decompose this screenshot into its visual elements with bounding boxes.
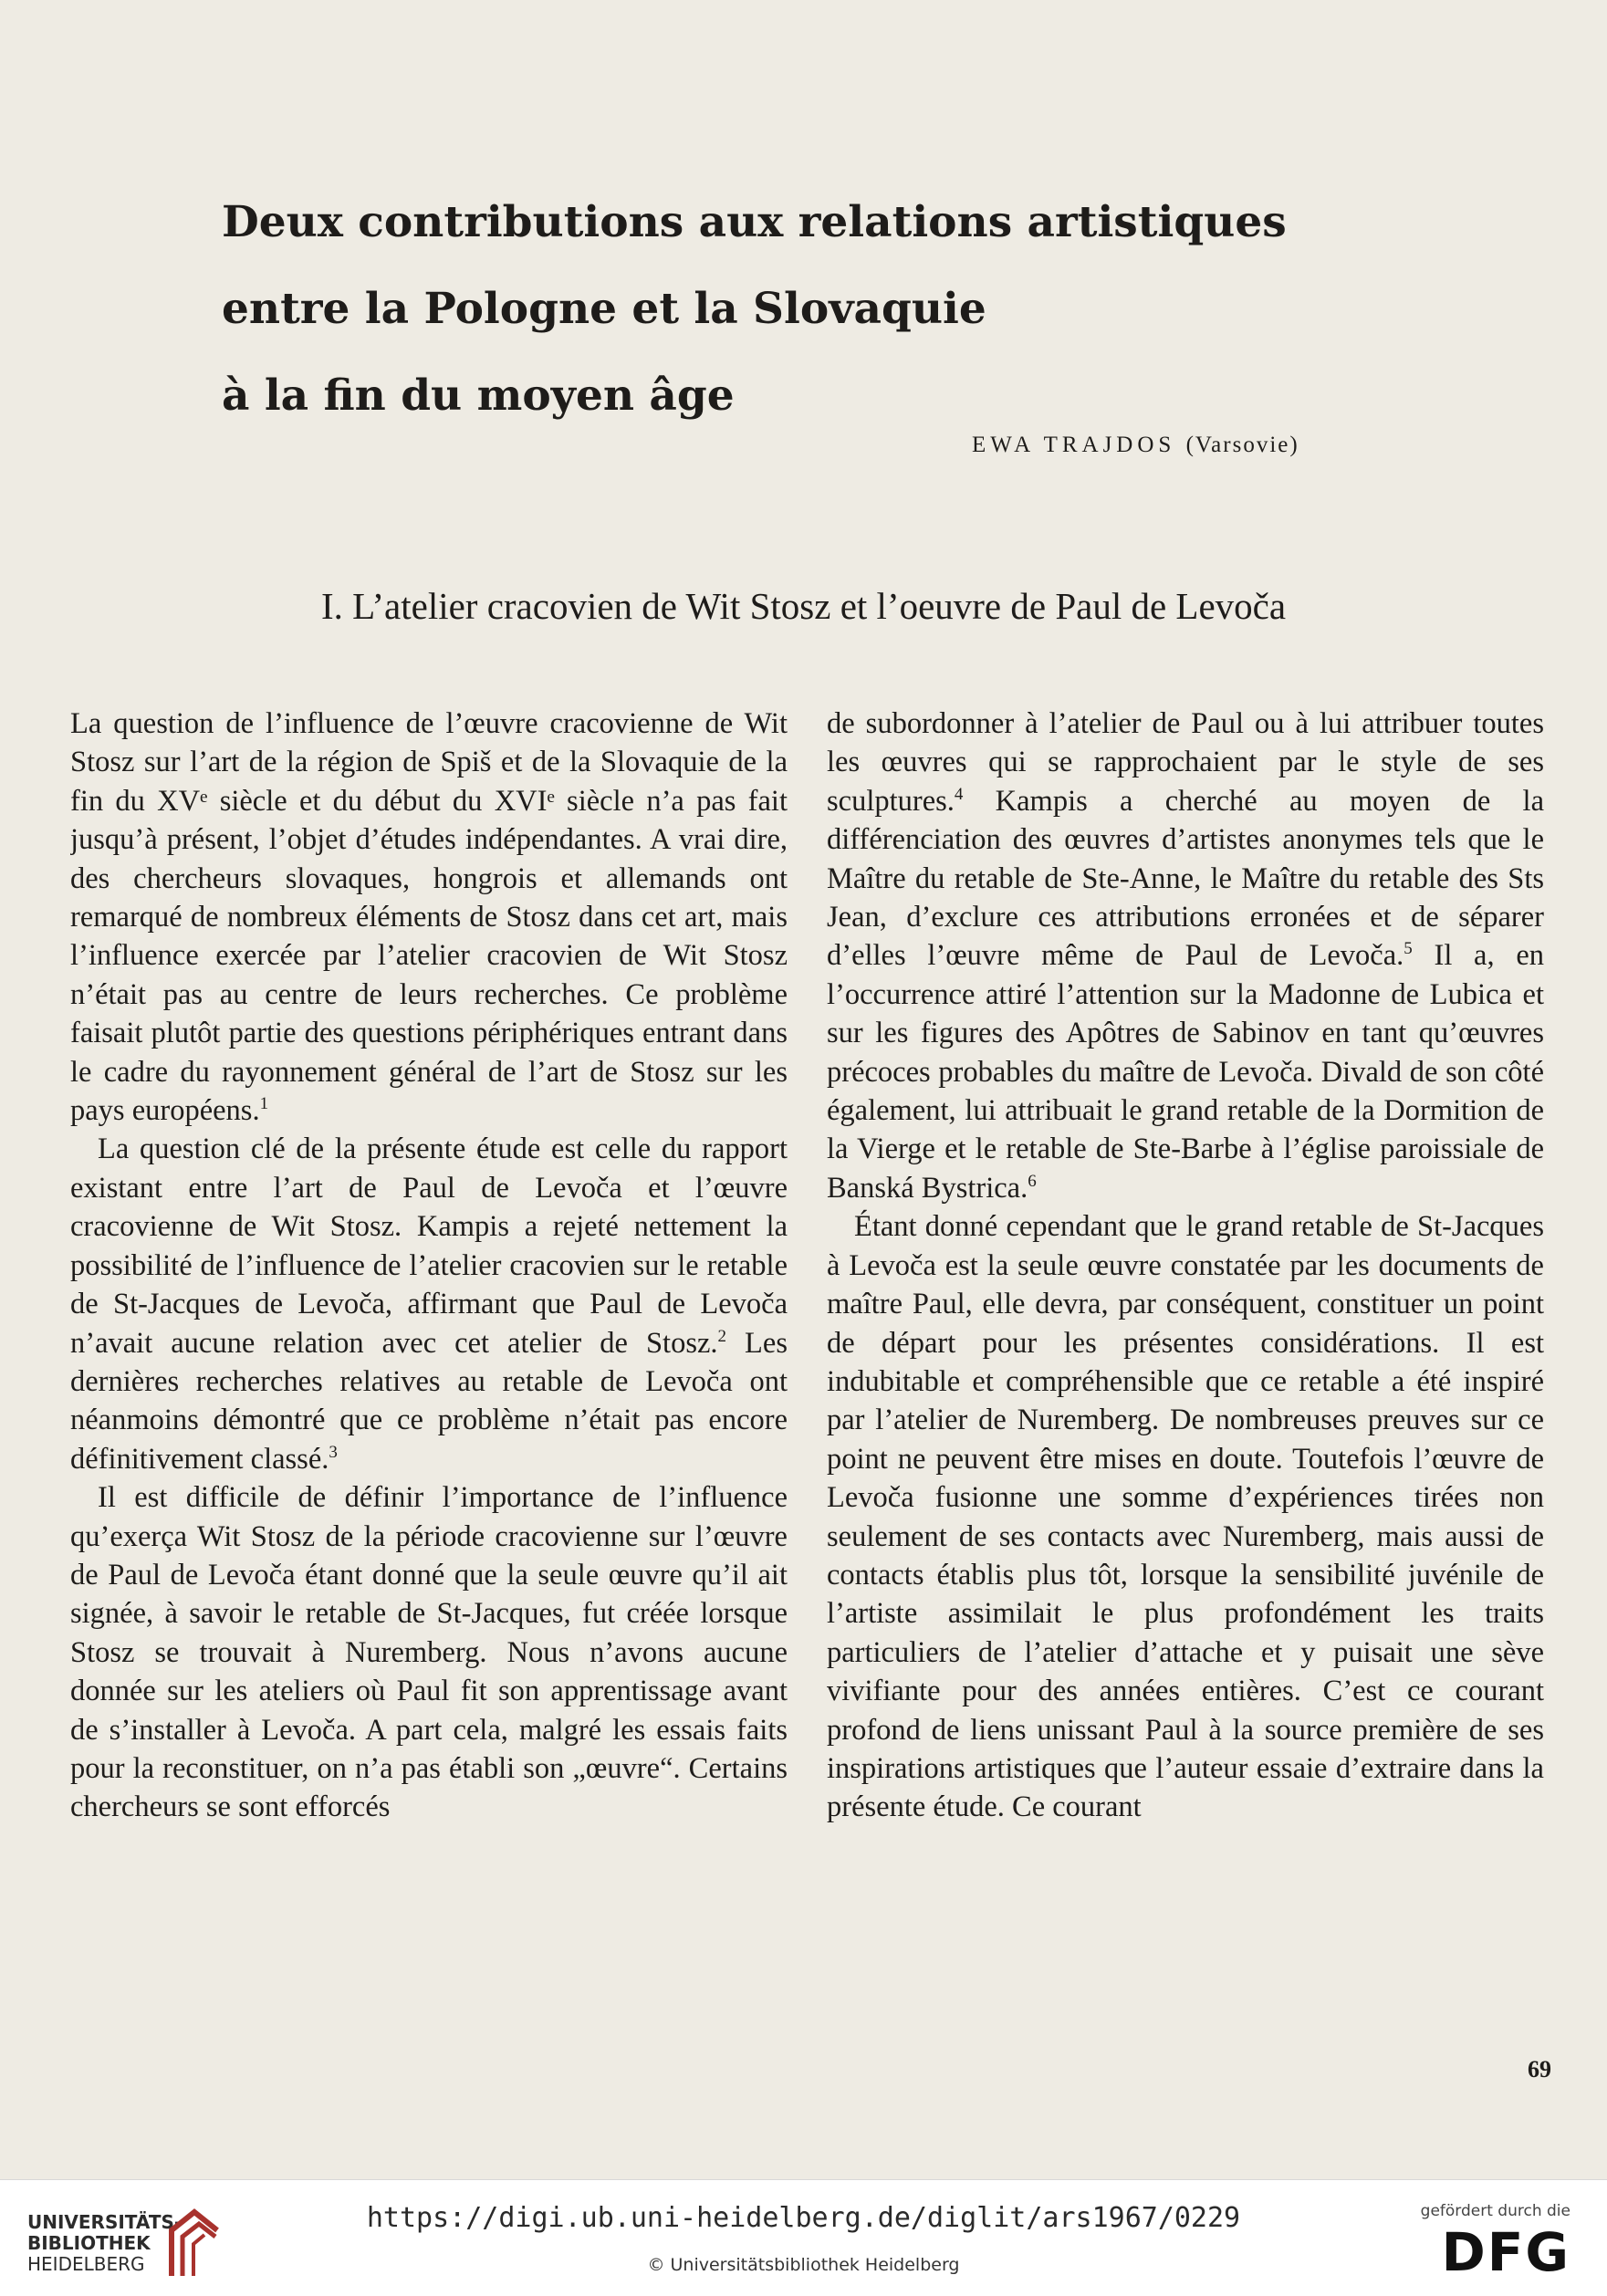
footnote-ref[interactable]: 5	[1404, 939, 1413, 959]
footnote-ref[interactable]: 1	[259, 1094, 269, 1114]
paragraph-text: La question de l’influence de l’œuvre cracovienne de Wit Stosz sur l’art de la région de Spiš et de la Slovaquie de la fin du XVᵉ siècle et du début du XVIᵉ siècle n’a pas fait jusqu’à présent, l’objet d’études indépendantes. A vrai dire, des chercheurs slovaques, hongrois et allemands ont remarqué de nombreux éléments de Stosz dans cet art, mais l’influence exercée par l’atelier cracovien de Wit Stosz n’était pas au centre de leurs recherches. Ce problème faisait plutôt partie des questions périphériques entrant dans le cadre du rayonnement général de l’art de Stosz sur les pays européens.	[70, 707, 788, 1128]
copyright-notice: © Universitätsbibliothek Heidelberg	[647, 2255, 960, 2275]
title-line-3: à la fin du moyen âge	[222, 370, 735, 421]
permalink-url[interactable]: https://digi.ub.uni-heidelberg.de/diglit/ars1967/0229	[366, 2202, 1241, 2234]
paragraph-text: Kampis a cherché au moyen de la différenciation des œuvres d’artistes anonymes tels que le Maître du retable de Ste-Anne, le Maître du retable des Sts Jean, d’exclure ces attributions erronées et de séparer d’elles l’œuvre même de Paul de Levoča.	[827, 784, 1544, 973]
right-paragraph-2: Étant donné cependant que le grand retable de St-Jacques à Levoča est la seule œuvre constatée par les documents de maître Paul, elle devra, par conséquent, constituer un point de départ pour les présentes considérations. Il est indubitable et compréhensible que ce retable a été inspiré par l’atelier de Nuremberg. De nombreuses preuves sur ce point ne peuvent être mises en doute. Toutefois l’œuvre de Levoča fusionne une somme d’expériences tirées non seulement de ses contacts avec Nuremberg, mais aussi de contacts établis plus tôt, lorsque la sensibilité juvénile de l’artiste assimilait le plus profondément les traits particuliers de l’atelier d’attache et y puisait une sève vivifiante pour des années entières. C’est ce courant profond de liens unissant Paul à la source première de ses inspirations artistiques que l’auteur essaie d’extraire dans la présente étude. Ce courant	[827, 1210, 1544, 1824]
paragraph-text: La question clé de la présente étude est celle du rapport existant entre l’art de Paul de Levoča et l’œuvre cracovienne de Wit Stosz. Kampis a rejeté nettement la possibilité de l’influence de l’atelier cracovien sur le retable de St-Jacques de Levoča, affirmant que Paul de Levoča n’avait aucune relation avec cet atelier de Stosz.	[70, 1132, 788, 1360]
dfg-logo[interactable]: DFG	[1441, 2221, 1570, 2283]
footnote-ref[interactable]: 6	[1028, 1171, 1037, 1191]
paragraph-text: Les dernières recherches relatives au retable de Levoča ont néanmoins démontré que ce problème n’était pas encore définitivement classé.	[70, 1326, 788, 1476]
footnote-ref[interactable]: 4	[954, 784, 964, 804]
author-line	[972, 433, 1410, 458]
section-heading: I. L’atelier cracovien de Wit Stosz et l’oeuvre de Paul de Levoča	[320, 585, 1287, 627]
title-line-2: entre la Pologne et la Slovaquie	[222, 284, 986, 334]
right-paragraph-1	[827, 704, 1544, 1207]
left-paragraph-1	[70, 704, 788, 1130]
author-affiliation: (Varsovie)	[1185, 433, 1299, 457]
page-number: 69	[1528, 2056, 1551, 2082]
title-line-1: Deux contributions aux relations artistiques	[222, 197, 1287, 247]
footnote-ref[interactable]: 2	[717, 1326, 727, 1346]
paragraph-text: de subordonner à l’atelier de Paul ou à lui attribuer toutes les œuvres qui se rapprochaient par le style de ses sculptures.	[827, 707, 1544, 818]
library-name-line-1: UNIVERSITÄTS-	[27, 2211, 183, 2233]
article-title	[222, 179, 1408, 439]
footnote-ref[interactable]: 3	[329, 1442, 338, 1462]
left-paragraph-3: Il est difficile de définir l’importance de l’influence qu’exerça Wit Stosz de la période cracovienne sur l’œuvre de Paul de Levoča étant donné que la seule œuvre qu’il ait signée, à savoir le retable de St-Jacques, fut créée lorsque Stosz se trouvait à Nuremberg. Nous n’avons aucune donnée sur les ateliers où Paul fit son apprentissage avant de s’installer à Levoča. A part cela, malgré les essais faits pour la reconstituer, on n’a pas établi son „œuvre“. Certains chercheurs se sont efforcés	[70, 1481, 788, 1824]
right-column	[827, 704, 1544, 2037]
left-paragraph-2	[70, 1130, 788, 1478]
viewer-footer	[0, 2179, 1607, 2296]
author-name: EWA TRAJDOS	[972, 433, 1176, 457]
library-name-line-2: BIBLIOTHEK	[27, 2232, 151, 2254]
left-column	[70, 704, 788, 2037]
funded-by-label: gefördert durch die	[1420, 2202, 1570, 2220]
paragraph-text: Il a, en l’occurrence attiré l’attention sur la Madonne de Lubica et sur les figures des Apôtres de Sabinov en tant qu’œuvres précoces probables du maître de Levoča. Divald de son côté également, lui attribuait le grand retable de la Dormition de la Vierge et le retable de Ste-Barbe à l’église paroissiale de Banská Bystrica.	[827, 939, 1544, 1205]
library-name-line-3: HEIDELBERG	[27, 2253, 145, 2275]
